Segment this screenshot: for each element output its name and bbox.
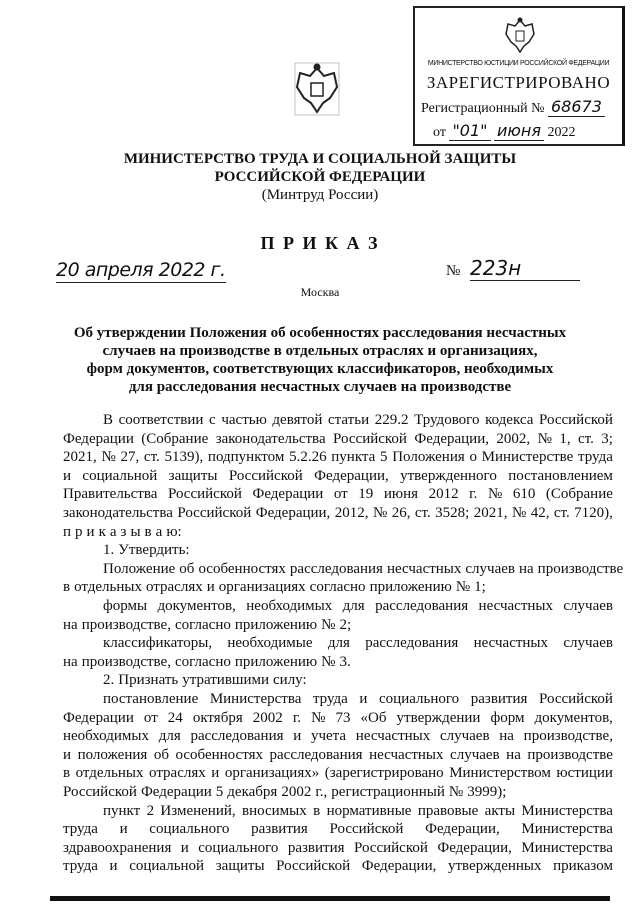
- date-day: "01": [449, 121, 490, 141]
- word: документов,: [534, 709, 613, 726]
- word: Федерации: [63, 430, 134, 447]
- word: 3.: [339, 653, 351, 670]
- word: отраслях: [145, 579, 203, 596]
- word: ст.: [553, 505, 570, 521]
- word: 2012: [428, 486, 459, 503]
- word: приложению: [234, 653, 318, 670]
- word: расследования: [289, 560, 383, 577]
- word: об: [153, 746, 169, 763]
- word: 5.2.26: [289, 449, 327, 466]
- body-line: [63, 430, 613, 448]
- word: Российской: [539, 691, 613, 707]
- word: организациях: [218, 579, 306, 596]
- word: для: [342, 598, 365, 614]
- word: Изменений,: [160, 802, 236, 819]
- word: отраслях: [149, 765, 206, 782]
- word: учета: [310, 728, 347, 745]
- word: для: [327, 635, 350, 652]
- word: особенностях: [175, 746, 263, 763]
- word: расследования: [375, 598, 469, 614]
- word: социального: [198, 839, 279, 856]
- word: Российской: [177, 505, 252, 521]
- word: Российской: [167, 486, 242, 503]
- word: в: [313, 802, 321, 819]
- word: Российской: [228, 467, 303, 484]
- word: развития: [470, 691, 528, 707]
- word: отдельных: [75, 765, 144, 782]
- word: социальной: [82, 467, 158, 484]
- date-month: июня: [494, 121, 544, 141]
- word: случаев: [563, 598, 613, 614]
- word: 26,: [391, 505, 411, 521]
- word: классификаторы,: [103, 635, 213, 652]
- title-line: случаев на производстве в отдельных отраслях и организациях,: [102, 343, 538, 359]
- word: июня: [383, 486, 419, 503]
- word: №: [487, 486, 503, 503]
- body-line: [63, 709, 613, 727]
- word: №: [448, 784, 464, 800]
- word: р: [75, 523, 83, 540]
- word: Федерации,: [314, 467, 389, 484]
- body-line: [63, 578, 613, 596]
- word: законодательства: [63, 505, 173, 521]
- word: расследования: [269, 746, 363, 763]
- word: производстве,: [81, 616, 171, 633]
- word: частью: [221, 412, 267, 428]
- word: о: [469, 449, 477, 466]
- ministry-name-line1: МИНИСТЕРСТВО ТРУДА И СОЦИАЛЬНОЙ ЗАЩИТЫ: [123, 151, 517, 167]
- reg-label: Регистрационный №: [421, 101, 545, 116]
- date-year: 2022: [547, 125, 576, 140]
- body-line: [63, 820, 613, 838]
- word: и: [293, 728, 302, 745]
- word: труда: [578, 449, 613, 466]
- registration-stamp: [413, 6, 625, 146]
- word: утвержденных: [447, 858, 542, 875]
- word: г.: [292, 709, 302, 726]
- word: 2021,: [63, 449, 97, 466]
- word: 27,: [120, 449, 140, 466]
- word: 73: [335, 709, 351, 726]
- word: (Собрание: [545, 486, 613, 503]
- body-line: [63, 523, 613, 541]
- word: и: [63, 746, 72, 763]
- word: (зарегистрировано: [324, 765, 444, 782]
- body-line: [63, 448, 613, 466]
- number-label: №: [446, 263, 461, 279]
- word: и: [359, 691, 368, 707]
- word: организациях»: [224, 765, 320, 782]
- word: в: [144, 523, 152, 540]
- body-line: [63, 485, 613, 503]
- word: №: [511, 505, 527, 521]
- word: необходимые: [227, 635, 313, 652]
- word: труда: [63, 821, 98, 838]
- body-line: [63, 634, 613, 652]
- body-line: [63, 597, 613, 615]
- date-prefix: от: [433, 125, 446, 140]
- word: г.: [469, 486, 478, 503]
- word: 24: [167, 709, 183, 726]
- word: постановление: [103, 691, 199, 707]
- word: приказом: [553, 858, 613, 875]
- word: развития: [251, 821, 308, 838]
- word: ст.: [143, 449, 160, 466]
- word: Федерации: [63, 709, 134, 726]
- word: для: [158, 728, 181, 745]
- word: силу:: [273, 672, 307, 689]
- word: Правительства: [63, 486, 158, 503]
- word: Министерстве: [481, 449, 574, 466]
- word: и: [109, 858, 118, 875]
- body-line: [63, 727, 613, 745]
- body-line: [63, 746, 613, 764]
- word: несчастных: [355, 728, 431, 745]
- word: Трудового: [414, 412, 480, 428]
- city: Москва: [300, 285, 340, 299]
- word: на: [63, 653, 78, 670]
- word: Федерации: [252, 486, 324, 503]
- word: Положения: [392, 449, 465, 466]
- word: на: [499, 728, 514, 745]
- word: труда: [63, 858, 98, 875]
- word: Министерства: [521, 802, 613, 819]
- word: на: [63, 616, 78, 633]
- word: №: [321, 616, 336, 633]
- word: утратившими: [182, 672, 270, 689]
- word: случаев: [465, 560, 515, 577]
- word: девятой: [272, 412, 323, 428]
- word: а: [155, 523, 163, 540]
- word: приложению: [369, 579, 452, 596]
- word: Федерации: [140, 784, 212, 800]
- word: подпунктом: [207, 449, 285, 466]
- word: В: [103, 412, 114, 428]
- word: развития: [287, 839, 345, 856]
- word: 19: [358, 486, 374, 503]
- coat-of-arms-icon: [294, 62, 340, 116]
- order-number: 223н: [470, 256, 580, 281]
- word: пункта: [331, 449, 376, 466]
- word: Федерации,: [425, 821, 500, 838]
- word: ст.: [414, 505, 431, 521]
- word: Российской: [276, 858, 351, 875]
- word: «Об: [360, 709, 387, 726]
- word: ст.: [577, 430, 594, 447]
- word: 5: [215, 784, 224, 800]
- word: №: [455, 579, 471, 596]
- word: 2012,: [334, 505, 369, 521]
- word: защиты: [168, 467, 218, 484]
- word: г.,: [315, 784, 328, 800]
- word: Министерством: [449, 765, 551, 782]
- word: №: [321, 653, 336, 670]
- word: форм: [490, 709, 525, 726]
- word: 610: [512, 486, 536, 503]
- word: 1,: [559, 430, 571, 447]
- doc-type: П Р И К А З: [260, 233, 380, 253]
- word: ы: [130, 523, 141, 540]
- word: 229.2: [374, 412, 409, 428]
- word: а: [109, 523, 117, 540]
- word: утвержденного: [400, 467, 497, 484]
- word: 3999);: [467, 784, 507, 800]
- body-line: [63, 690, 613, 708]
- word: пункт: [103, 802, 141, 819]
- word: 2002: [281, 784, 312, 800]
- body-line: [63, 653, 613, 671]
- order-title: [0, 324, 640, 396]
- word: Федерации,: [414, 430, 489, 447]
- word: документов,: [157, 598, 236, 614]
- word: необходимых: [63, 728, 149, 745]
- word: акты: [484, 802, 516, 819]
- body-line: [63, 467, 613, 485]
- word: статьи: [328, 412, 370, 428]
- word: №: [372, 505, 388, 521]
- word: несчастных: [386, 560, 462, 577]
- word: юстиции: [556, 765, 613, 782]
- word: производстве: [527, 746, 613, 763]
- word: Российской: [329, 821, 404, 838]
- word: случаев: [563, 635, 613, 652]
- word: на: [518, 560, 534, 577]
- word: согласно: [174, 616, 231, 633]
- title-line: Об утверждении Положения об особенностях расследования несчастных: [73, 325, 567, 341]
- word: п: [63, 523, 72, 540]
- word: производстве: [537, 560, 624, 577]
- ministry-name-line2: РОССИЙСКОЙ ФЕДЕРАЦИИ: [214, 169, 426, 185]
- word: положения: [77, 746, 148, 763]
- word: 2002: [252, 709, 283, 726]
- word: регистрационный: [331, 784, 445, 800]
- body-line: [63, 504, 613, 522]
- word: утверждении: [396, 709, 481, 726]
- word: в: [63, 579, 71, 596]
- word: и: [180, 839, 189, 856]
- word: формы: [103, 598, 148, 614]
- reg-number: 68673: [548, 97, 605, 117]
- order-date: 20 апреля 2022 г.: [56, 259, 226, 281]
- word: соответствии: [118, 412, 204, 428]
- word: №: [537, 430, 552, 447]
- word: несчастных: [478, 598, 553, 614]
- word: №: [101, 449, 116, 466]
- word: несчастных: [369, 746, 444, 763]
- body-line: [63, 541, 613, 559]
- word: Признать: [118, 672, 179, 689]
- word: от: [333, 486, 348, 503]
- word: случаев: [439, 728, 490, 745]
- word: №: [311, 709, 326, 726]
- word: 3528;: [435, 505, 470, 521]
- word: 2.: [103, 672, 115, 689]
- body-line: [63, 857, 613, 875]
- word: от: [143, 709, 158, 726]
- word: труда: [312, 691, 348, 707]
- stamp-ministry: МИНИСТЕРСТВО ЮСТИЦИИ РОССИЙСКОЙ ФЕДЕРАЦИИ: [427, 60, 610, 67]
- word: здравоохранения: [63, 839, 172, 856]
- word: ю:: [166, 523, 182, 540]
- word: Положение: [103, 560, 176, 577]
- word: 2021,: [473, 505, 508, 521]
- body-line: [63, 616, 613, 634]
- body-line: [63, 839, 613, 857]
- word: 2002,: [496, 430, 531, 447]
- word: защиты: [215, 858, 265, 875]
- body-line: [63, 411, 613, 429]
- word: Российской: [333, 430, 407, 447]
- word: вносимых: [242, 802, 307, 819]
- word: (Собрание: [141, 430, 209, 447]
- word: Министерства: [521, 821, 613, 838]
- ministry-short-name: (Минтруд России): [261, 187, 379, 203]
- word: социального: [379, 691, 460, 707]
- word: 7120),: [574, 505, 613, 521]
- word: 5: [380, 449, 388, 466]
- word: декабря: [227, 784, 278, 800]
- scan-edge: [50, 896, 610, 901]
- stamp-reg-number: [421, 97, 605, 119]
- word: отдельных: [74, 579, 142, 596]
- word: Утвердить:: [118, 542, 190, 559]
- word: 1.: [103, 542, 115, 559]
- word: социальной: [129, 858, 205, 875]
- word: Российской: [63, 784, 137, 800]
- word: и: [211, 765, 220, 782]
- word: в: [63, 765, 71, 782]
- word: об: [179, 560, 195, 577]
- word: Федерации,: [255, 505, 331, 521]
- body-line: [63, 671, 613, 689]
- word: 2: [146, 802, 155, 819]
- coat-of-arms-icon: [503, 16, 537, 54]
- word: 42,: [530, 505, 550, 521]
- word: кодекса: [485, 412, 534, 428]
- word: Российской: [353, 839, 428, 856]
- word: и: [206, 579, 215, 596]
- word: необходимых: [246, 598, 333, 614]
- word: производстве,: [523, 728, 613, 745]
- word: производстве,: [81, 653, 171, 670]
- word: расследования: [190, 728, 284, 745]
- word: случаев: [450, 746, 500, 763]
- word: нормативные: [326, 802, 412, 819]
- word: Федерации,: [361, 858, 437, 875]
- word: на: [506, 746, 521, 763]
- body-line: [63, 764, 613, 782]
- word: и: [63, 467, 72, 484]
- word: законодательства: [215, 430, 326, 447]
- word: несчастных: [473, 635, 549, 652]
- word: постановлением: [508, 467, 613, 484]
- word: с: [209, 412, 216, 428]
- word: и: [86, 523, 95, 540]
- word: социального: [149, 821, 230, 838]
- word: Федерации,: [437, 839, 512, 856]
- word: правовые: [417, 802, 479, 819]
- word: 2;: [339, 616, 352, 633]
- word: 1;: [474, 579, 486, 596]
- word: приложению: [234, 616, 318, 633]
- word: з: [120, 523, 127, 540]
- word: согласно: [309, 579, 366, 596]
- word: Министерства: [209, 691, 302, 707]
- stamp-registered: ЗАРЕГИСТРИРОВАНО: [426, 73, 611, 92]
- body-line: [63, 560, 624, 578]
- word: расследования: [365, 635, 459, 652]
- word: 5139),: [164, 449, 204, 466]
- word: октября: [192, 709, 243, 726]
- stamp-date: [433, 121, 575, 143]
- word: согласно: [174, 653, 231, 670]
- title-line: для расследования несчастных случаев на производстве: [128, 379, 512, 395]
- body-line: [63, 783, 613, 801]
- word: к: [98, 523, 106, 540]
- title-line: форм документов, соответствующих классификаторов, необходимых: [86, 361, 554, 377]
- body-line: [63, 802, 613, 820]
- word: особенностях: [198, 560, 286, 577]
- word: Министерства: [521, 839, 613, 856]
- word: и: [119, 821, 128, 838]
- word: Российской: [539, 412, 613, 428]
- word: 3;: [601, 430, 613, 447]
